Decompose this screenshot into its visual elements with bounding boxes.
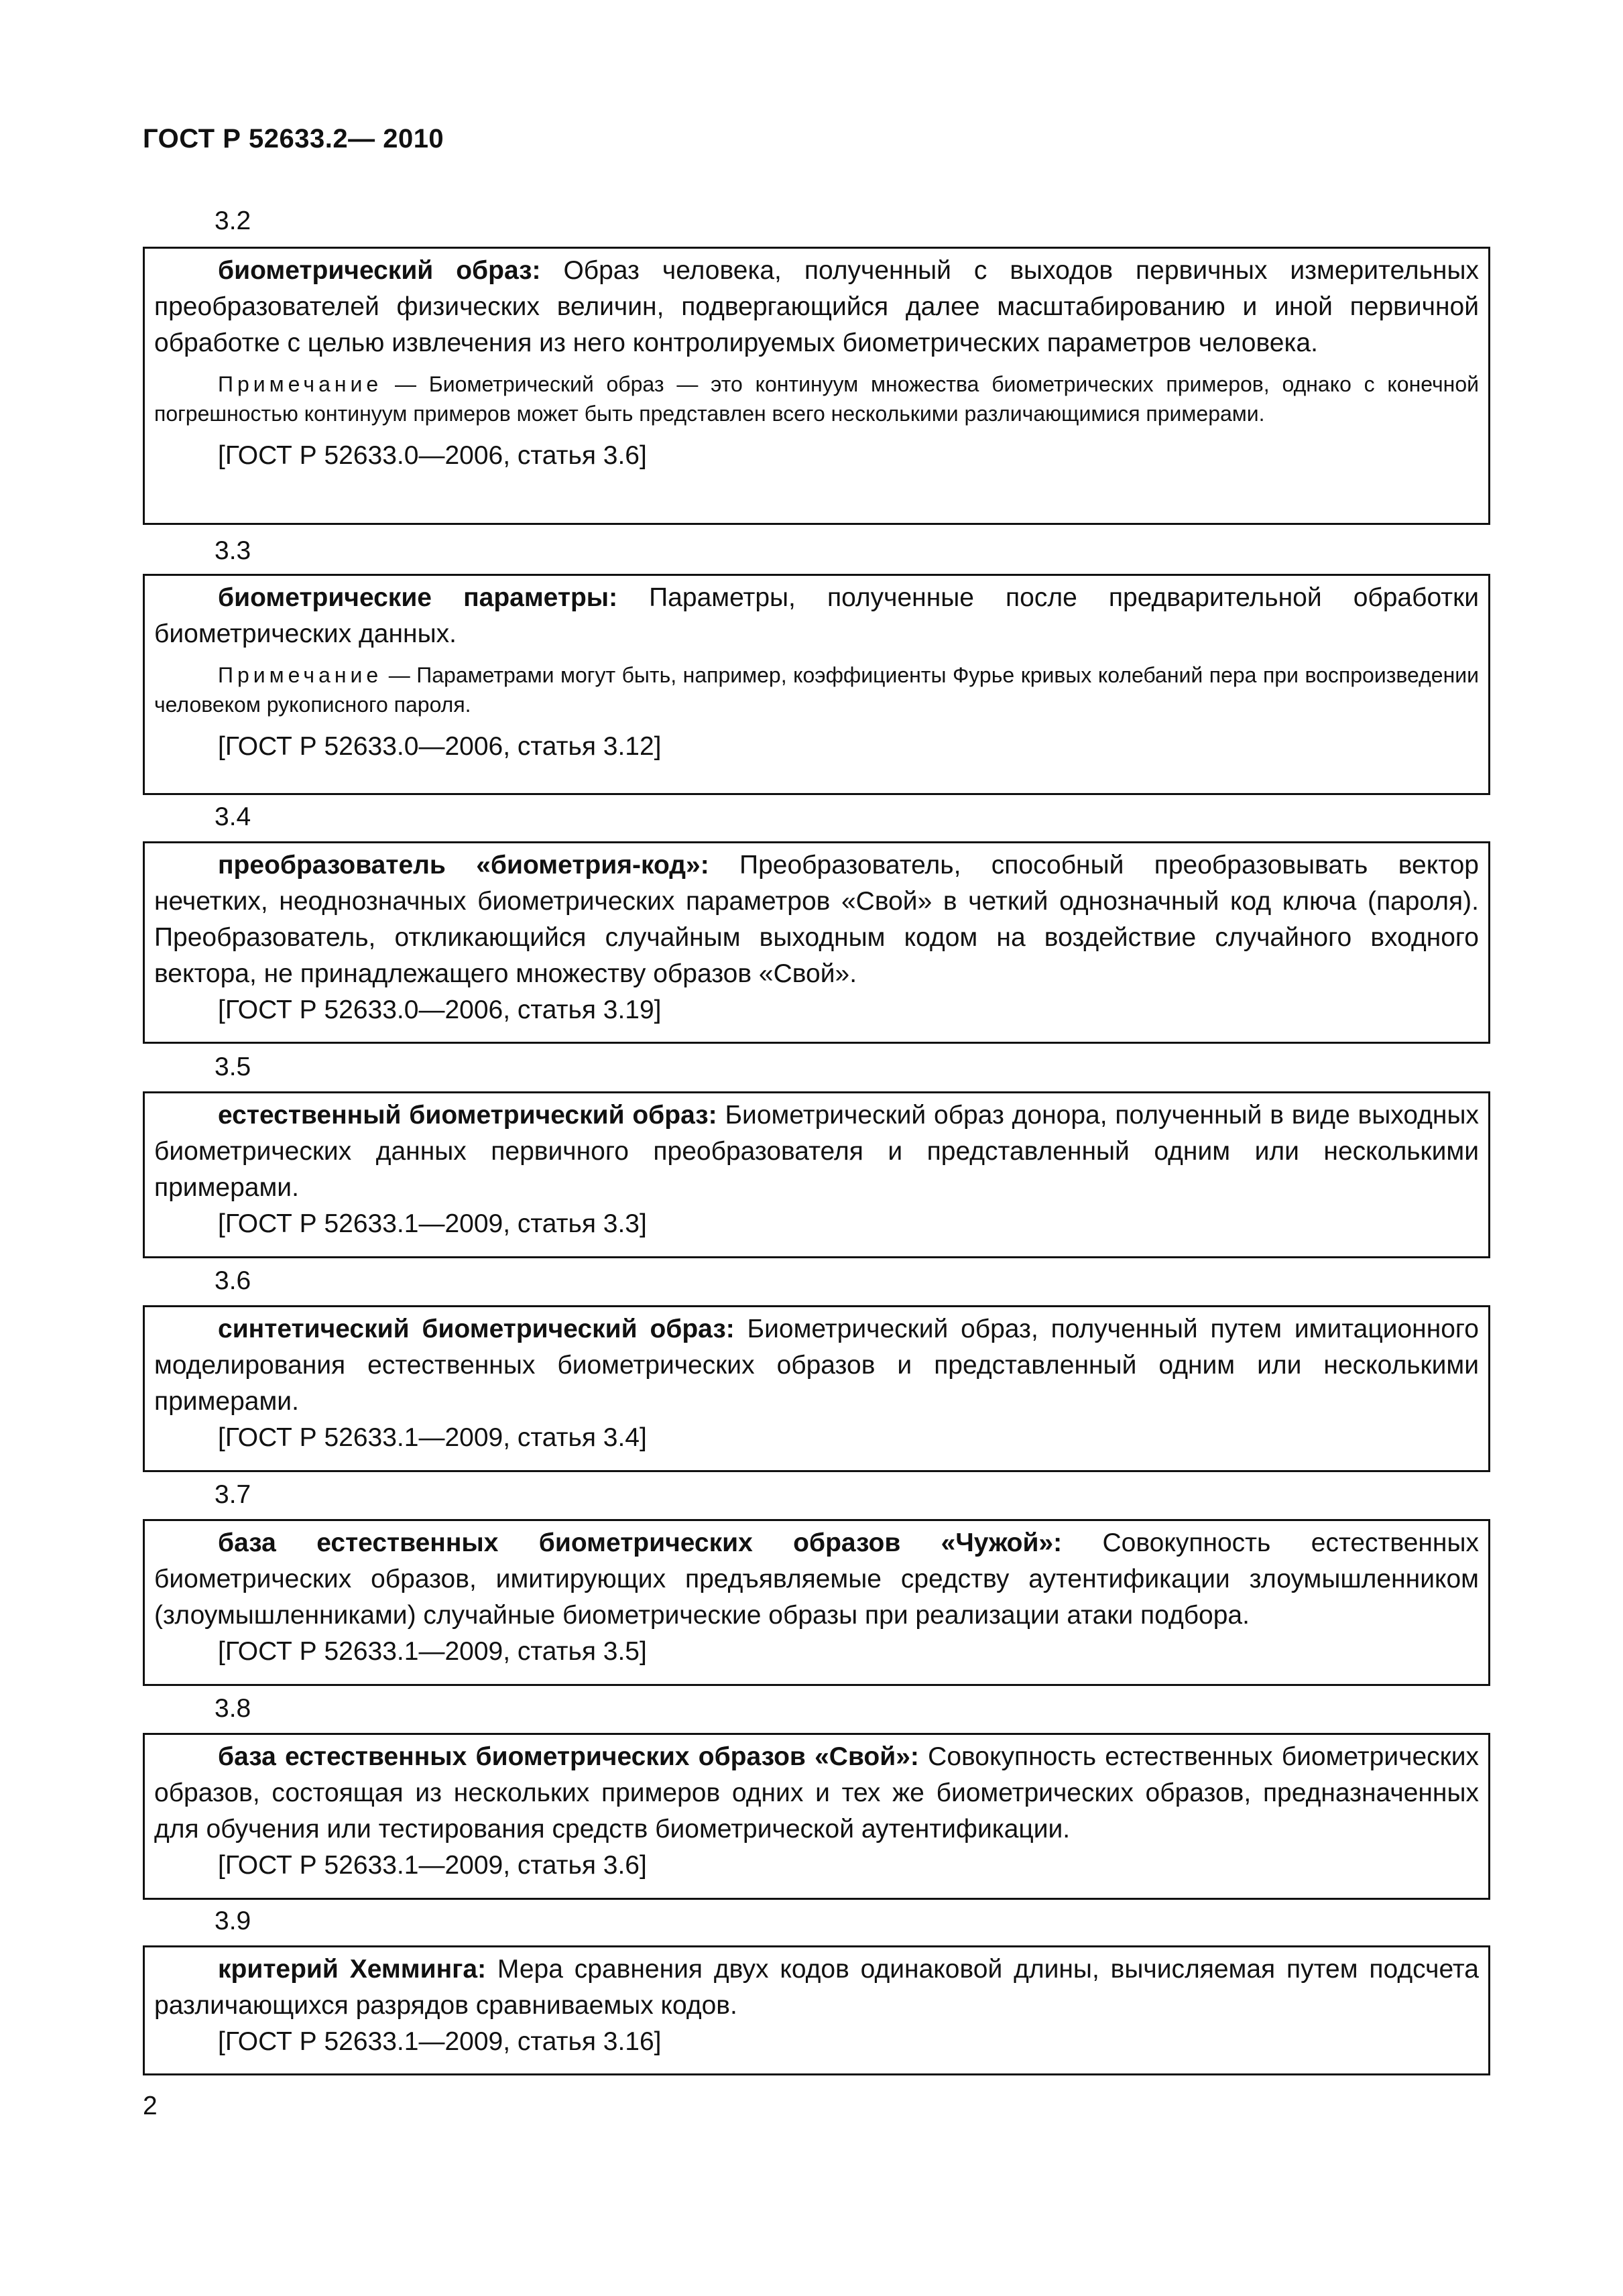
definition: Биометрический образ, полученный путем имитационного моделирования естественных биометрических образов и представленный одним или несколькими примерами. — [154, 1315, 1479, 1416]
definition-box — [143, 1305, 1490, 1472]
entry-number: 3.6 — [215, 1266, 251, 1295]
term: преобразователь «биометрия-код»: — [218, 851, 709, 880]
entry-number: 3.2 — [215, 206, 251, 235]
term: естественный биометрический образ: — [218, 1101, 717, 1130]
entry-number: 3.5 — [215, 1052, 251, 1081]
definition-box — [143, 1519, 1490, 1686]
definition-text — [154, 580, 1479, 652]
definition-box — [143, 1945, 1490, 2075]
definition-box — [143, 1091, 1490, 1258]
entry-number: 3.3 — [215, 536, 251, 565]
definition: Мера сравнения двух кодов одинаковой длины, вычисляемая путем подсчета различающихся разрядов сравниваемых кодов. — [154, 1955, 1479, 2020]
entry-number: 3.8 — [215, 1694, 251, 1723]
page-number: 2 — [143, 2092, 158, 2120]
term: база естественных биометрических образов «Свой»: — [218, 1742, 919, 1771]
note — [154, 369, 1479, 428]
definition-text — [154, 1739, 1479, 1848]
note-text: — Параметрами могут быть, например, коэффициенты Фурье кривых колебаний пера при воспроизведении человеком рукописного пароля. — [154, 663, 1479, 717]
definition-box — [143, 247, 1490, 525]
reference: [ГОСТ Р 52633.1—2009, статья 3.5] — [218, 1637, 647, 1666]
note — [154, 660, 1479, 719]
document-header: ГОСТ Р 52633.2— 2010 — [143, 124, 444, 154]
reference: [ГОСТ Р 52633.0—2006, статья 3.12] — [218, 732, 662, 761]
term: критерий Хемминга: — [218, 1955, 487, 1984]
definition-box — [143, 574, 1490, 795]
term: база естественных биометрических образов «Чужой»: — [218, 1528, 1063, 1557]
definition: Биометрический образ донора, полученный в виде выходных биометрических данных первичного преобразователя и представленный одним или несколькими примерами. — [154, 1101, 1480, 1202]
entry-number: 3.7 — [215, 1480, 251, 1509]
note-label: Примечание — [218, 372, 383, 396]
term: синтетический биометрический образ: — [218, 1315, 735, 1343]
definition-text — [154, 1097, 1479, 1206]
definition-text — [154, 253, 1479, 361]
reference: [ГОСТ Р 52633.0—2006, статья 3.19] — [218, 995, 662, 1024]
definition-text — [154, 1311, 1479, 1420]
definition-box — [143, 841, 1490, 1044]
term: биометрические параметры: — [218, 583, 618, 612]
definition: Преобразователь, способный преобразовывать вектор нечетких, неоднозначных биометрических параметров «Свой» в четкий однозначный код ключа (пароля). Преобразователь, откликающийся случайным выходным кодом на воздействие случайного входного вектора, не принадлежащего множеству образов «Свой». — [154, 851, 1479, 988]
definition: Параметры, полученные после предварительной обработки биометрических данных. — [154, 583, 1480, 648]
definition: Совокупность естественных биометрических образов, состоящая из нескольких примеров одних и тех же биометрических образов, предназначенных для обучения или тестирования средств биометрической аутентификации. — [154, 1742, 1479, 1844]
entry-number: 3.4 — [215, 802, 251, 831]
definition-text — [154, 847, 1479, 992]
reference: [ГОСТ Р 52633.1—2009, статья 3.6] — [218, 1851, 647, 1880]
note-text: — Биометрический образ — это континуум множества биометрических примеров, однако с конечной погрешностью континуум примеров может быть представлен всего несколькими различающимися примерами. — [154, 372, 1479, 426]
reference: [ГОСТ Р 52633.1—2009, статья 3.16] — [218, 2027, 662, 2056]
note-label: Примечание — [218, 663, 383, 687]
definition-text — [154, 1951, 1479, 2024]
term: биометрический образ: — [218, 256, 541, 285]
entry-number: 3.9 — [215, 1907, 251, 1935]
definition: Совокупность естественных биометрических образов, имитирующих предъявляемые средству аутентификации злоумышленником (злоумышленниками) случайные биометрические образы при реализации атаки подбора. — [154, 1528, 1479, 1630]
definition: Образ человека, полученный с выходов первичных измерительных преобразователей физических величин, подвергающийся далее масштабированию и иной первичной обработке с целью извлечения из него контролируемых биометрических параметров человека. — [154, 256, 1479, 357]
reference: [ГОСТ Р 52633.1—2009, статья 3.3] — [218, 1209, 647, 1238]
reference: [ГОСТ Р 52633.1—2009, статья 3.4] — [218, 1423, 647, 1452]
definition-text — [154, 1525, 1479, 1634]
definition-box — [143, 1733, 1490, 1900]
reference: [ГОСТ Р 52633.0—2006, статья 3.6] — [218, 441, 647, 470]
